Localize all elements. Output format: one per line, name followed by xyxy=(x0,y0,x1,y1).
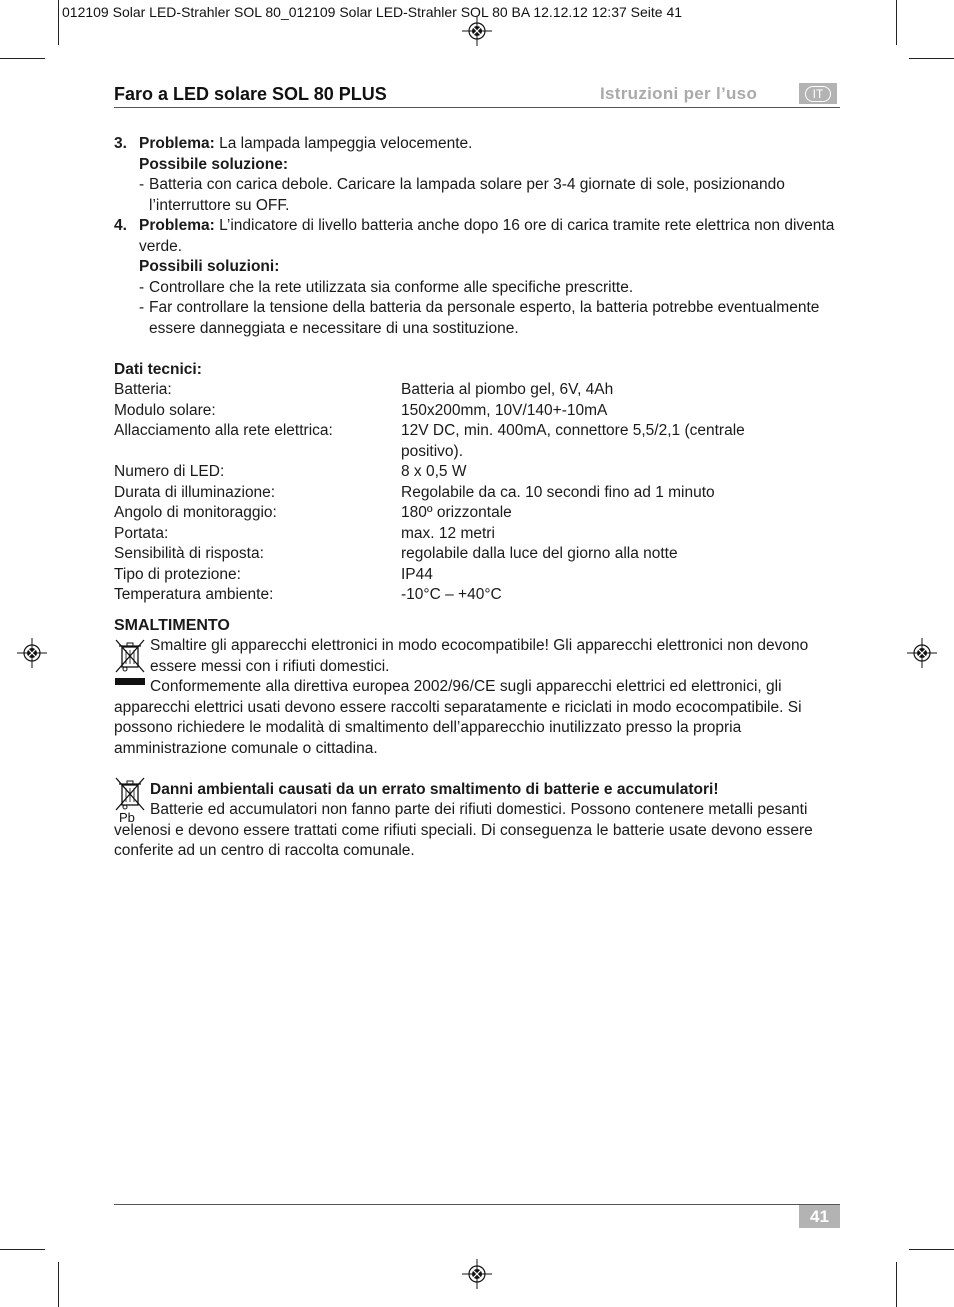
spec-value: Batteria al piombo gel, 6V, 4Ah xyxy=(401,381,614,398)
main-content xyxy=(114,134,840,862)
specs-table xyxy=(114,380,840,606)
language-code: IT xyxy=(805,86,832,102)
spec-value: 180º orizzontale xyxy=(401,504,512,521)
spec-key: Temperatura ambiente: xyxy=(114,586,274,603)
spec-value: 12V DC, min. 400mA, connettore 5,5/2,1 (centrale positivo). xyxy=(401,422,745,460)
crop-mark xyxy=(909,1249,954,1250)
spec-key: Numero di LED: xyxy=(114,463,225,480)
spec-key: Durata di illuminazione: xyxy=(114,483,276,501)
problem-number: 3. xyxy=(114,135,127,152)
spec-key: Allacciamento alla rete elettrica: xyxy=(114,422,333,439)
battery-text: Batterie ed accumulatori non fanno parte dei rifiuti domestici. Possono contenere metalli pesanti velenosi e devono essere trattati come rifiuti speciali. Di conseguenza le batterie usate devono essere conferite ad un centro di raccolta comunale. xyxy=(114,801,813,859)
weee-block xyxy=(114,636,840,759)
spec-value: -10°C – +40°C xyxy=(401,586,502,603)
registration-mark-icon xyxy=(462,1259,492,1289)
footer-rule xyxy=(114,1204,840,1205)
solution-label: Possibili soluzioni: xyxy=(139,258,280,275)
spec-key: Batteria: xyxy=(114,381,172,398)
solution-item: - Batteria con carica debole. Caricare la lampada solare per 3-4 giornate di sole, posizionando l’interruttore su OFF. xyxy=(139,175,840,216)
battery-heading: Danni ambientali causati da un errato smaltimento di batterie e accumulatori! xyxy=(150,780,719,798)
solution-item: - Far controllare la tensione della batteria da personale esperto, la batteria potrebbe eventualmente essere danneggiata e necessitare di una sostituzione. xyxy=(139,298,840,339)
registration-mark-icon xyxy=(462,16,492,46)
page-title: Faro a LED solare SOL 80 PLUS xyxy=(114,84,387,104)
battery-block xyxy=(114,780,840,862)
registration-mark-icon xyxy=(17,638,47,668)
registration-mark-icon xyxy=(907,638,937,668)
crop-mark xyxy=(0,1249,45,1250)
problem-statement xyxy=(139,134,840,155)
crop-mark xyxy=(909,58,954,59)
weee-text: Smaltire gli apparecchi elettronici in modo ecocompatibile! Gli apparecchi elettronici non devono essere messi con i rifiuti domestici. xyxy=(150,637,809,675)
print-slug: 012109 Solar LED-Strahler SOL 80_012109 Solar LED-Strahler SOL 80 BA 12.12.12 12:37 Seite 41 xyxy=(62,4,683,20)
header-rule xyxy=(114,107,840,108)
spec-value: max. 12 metri xyxy=(401,524,495,542)
crop-mark xyxy=(58,1262,59,1307)
crossed-out-bin-pb-icon xyxy=(114,776,146,824)
problem-statement xyxy=(139,216,840,257)
pb-label: Pb xyxy=(119,809,135,824)
spec-value: IP44 xyxy=(401,565,433,583)
spec-key: Tipo di protezione: xyxy=(114,565,241,583)
crossed-out-bin-icon xyxy=(114,638,146,686)
page-number: 41 xyxy=(799,1205,840,1228)
crop-mark xyxy=(0,58,45,59)
problem-label: Problema: xyxy=(139,135,215,152)
problem-number: 4. xyxy=(114,217,127,234)
problem-item xyxy=(114,134,840,216)
spec-value: regolabile dalla luce del giorno alla notte xyxy=(401,545,678,562)
specs-title: Dati tecnici: xyxy=(114,360,202,378)
problem-text: La lampada lampeggia velocemente. xyxy=(214,135,473,152)
weee-directive-text: Conformemente alla direttiva europea 2002/96/CE sugli apparecchi elettrici ed elettronici, gli apparecchi elettrici usati devono essere raccolti separatamente e riciclati in modo ecocompatibile. Si possono richiedere le modalità di smaltimento dell’apparecchio inutilizzato presso la propria amministrazione comunale o cittadina. xyxy=(114,678,802,757)
solution-label: Possibile soluzione: xyxy=(139,155,288,173)
spec-key: Sensibilità di risposta: xyxy=(114,545,264,562)
section-heading: SMALTIMENTO xyxy=(114,616,230,634)
problem-text: L’indicatore di livello batteria anche dopo 16 ore di carica tramite rete elettrica non diventa verde. xyxy=(139,217,835,255)
problem-item xyxy=(114,216,840,339)
crop-mark xyxy=(896,0,897,45)
spec-value: 150x200mm, 10V/140+-10mA xyxy=(401,401,608,419)
crop-mark xyxy=(58,0,59,45)
crop-mark xyxy=(896,1262,897,1307)
spec-key: Portata: xyxy=(114,524,169,542)
spec-key: Angolo di monitoraggio: xyxy=(114,504,277,521)
language-badge xyxy=(799,83,837,104)
spec-value: 8 x 0,5 W xyxy=(401,463,467,480)
problem-label: Problema: xyxy=(139,217,215,234)
spec-value: Regolabile da ca. 10 secondi fino ad 1 minuto xyxy=(401,483,715,501)
solution-item: - Controllare che la rete utilizzata sia conforme alle specifiche prescritte. xyxy=(139,278,840,299)
page-subtitle: Istruzioni per l’uso xyxy=(600,84,758,103)
spec-key: Modulo solare: xyxy=(114,401,216,419)
